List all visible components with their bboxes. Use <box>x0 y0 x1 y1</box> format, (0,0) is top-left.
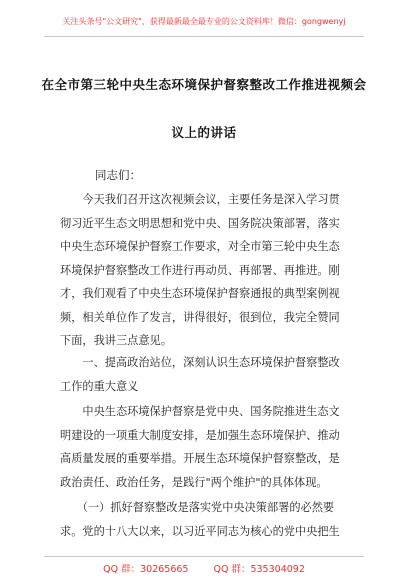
paragraph-significance: 中央生态环境保护督察是党中央、国务院推进生态文 明建设的一项重大制度安排，是加强生态环境保护、推动 高质量发展的重要举措。开展生态环境保护督察整改，是 政治责任、政治任务，是践行"两个维护"的具体体现。 <box>60 405 340 489</box>
header-divider <box>44 36 364 37</box>
footer-divider <box>44 556 364 557</box>
section-heading-1: 一、提高政治站位，深刻认识生态环境保护督察整改 工作的重大意义 <box>60 356 340 393</box>
paragraph-subpoint-1: （一）抓好督察整改是落实党中央决策部署的必然要 求。党的十八大以来，以习近平同志为核心的党中央把生 <box>60 501 340 538</box>
paragraph-intro: 今天我们召开这次视频会议，主要任务是深入学习贯 彻习近平生态文明思想和党中央、国务院决策部署，落实 中央生态环境保护督察工作要求，对全市第三轮中央生态 环境保护督察整改工作进行再动员、再部署、再推进。刚 才，我们观看了中央生态环境保护督察通报的典型案例视 频，相关单位作了发言，讲得很好，很到位，我完全赞同 下面，我讲三点意见。 <box>60 193 340 347</box>
salutation: 同志们： <box>95 168 141 182</box>
header-promo: 关注头条号"公文研究"，获得最新最全最专业的公文资料库！微信：gongwenyj <box>62 17 346 26</box>
document-title-line-2: 议上的讲话 <box>171 125 237 140</box>
footer-contact: QQ 群：30265665 QQ 群：535304092 <box>103 564 305 575</box>
document-title-line-1: 在全市第三轮中央生态环境保护督察整改工作推进视频会 <box>41 77 367 92</box>
